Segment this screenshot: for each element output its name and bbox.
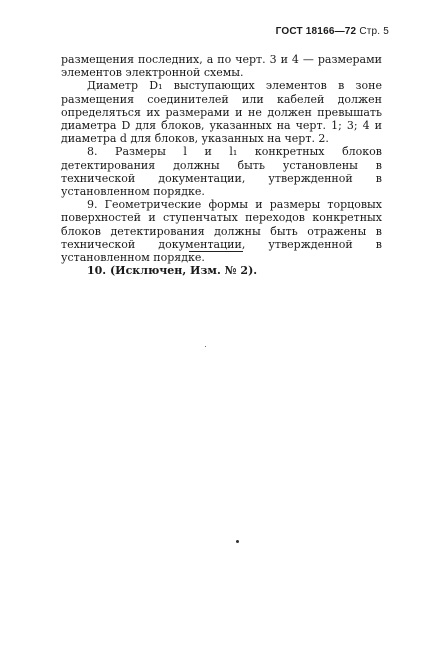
paragraph-continuation: размещения последних, а по черт. 3 и 4 — размерами элементов электронной схемы. [61,53,382,80]
paragraph-item-8: 8. Размеры l и l₁ конкретных блоков детектирования должны быть установлены в технической документации, утвержденной в установленном порядке. [61,145,382,199]
page-header [276,26,389,37]
paragraph-diameter: Диаметр D₁ выступающих элементов в зоне размещения соединителей или кабелей должен определяться их размерами и не должен превышать диаметра D для блоков, указанных на черт. 1; 3; 4 и диаметра d для блоков, указанных на черт. 2. [61,79,382,146]
paragraph-item-9: 9. Геометрические формы и размеры торцовых поверхностей и ступенчатых переходов конкретных блоков детектирования должны быть отражены в технической документации, утвержденной в установленном порядке. [61,198,382,265]
scan-speck [236,540,239,543]
standard-number: ГОСТ 18166—72 [275,26,357,37]
paragraph-item-10: 10. (Исключен, Изм. № 2). [87,264,258,278]
document-body [61,53,382,277]
scan-speck [205,346,206,347]
section-separator [189,251,243,252]
page-number: Стр. 5 [359,26,389,37]
